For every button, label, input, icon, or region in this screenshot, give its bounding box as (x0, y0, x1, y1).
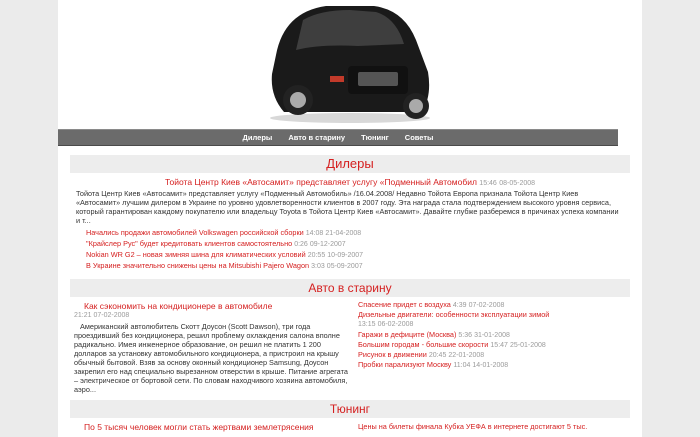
tuning-lead-link[interactable]: По 5 тысяч человек могли стать жертвами землетрясения (84, 422, 314, 432)
main-nav (58, 129, 618, 146)
list-item (358, 310, 622, 329)
section-heading-oldtime: Авто в старину (70, 279, 630, 297)
list-item (358, 422, 622, 431)
list-item-link[interactable]: Дизельные двигатели: особенности эксплуатации зимой (358, 310, 550, 319)
nav-item-oldtime[interactable]: Авто в старину (288, 133, 346, 142)
oldtime-lead-date: 07-02-2008 (93, 312, 130, 319)
item-date: 10-09-2007 (327, 252, 364, 259)
oldtime-lead-link[interactable]: Как сэкономить на кондиционере в автомобиле (84, 301, 273, 311)
dealers-lead-link[interactable]: Тойота Центр Киев «Автосамит» представляет услугу «Подменный Автомобил (164, 177, 477, 187)
hero-banner (58, 0, 642, 128)
item-time: 14:08 (305, 230, 324, 237)
item-date: 07-02-2008 (468, 302, 505, 309)
list-item (358, 340, 622, 350)
list-item-link[interactable]: Рисунок в движении (358, 350, 427, 359)
list-item (358, 360, 622, 370)
oldtime-main (70, 300, 352, 394)
tuning-columns (70, 422, 630, 432)
nav-item-dealers[interactable]: Дилеры (242, 133, 273, 142)
dealers-list (86, 227, 630, 271)
tuning-main (70, 422, 352, 432)
item-date: 25-01-2008 (509, 342, 546, 349)
page (58, 0, 642, 437)
item-time: 15:47 (490, 342, 508, 349)
list-item-link[interactable]: В Украине значительно снижены цены на Mitsubishi Pajero Wagon (86, 261, 310, 270)
dealers-lead-text: Тойота Центр Киев «Автосамит» представляет услугу «Подменный Автомобиль» /16.04.2008/ Недавно Тойота Европа признала Тойота Центр Киев «Автосамит» лучшим дилером в Украине по уровню удовлетворенности клиентов в 2007 году. Эта награда стала подтверждением высокого уровня сервиса, который гарантирован каждому покупателю или владельцу Toyota в Тойота Центр Киев «Автосамит». Давайте глубже разберемся в причинах успеха компании и т... (76, 189, 619, 225)
list-item-link[interactable]: Цены на билеты финала Кубка УЕФА в интернете достигают 5 тыс. (358, 422, 588, 431)
oldtime-lead-time: 21:21 (74, 312, 92, 319)
list-item (358, 300, 622, 310)
list-item-link[interactable]: Nokian WR G2 – новая зимняя шина для климатических условий (86, 250, 306, 259)
list-item-link[interactable]: Начались продажи автомобилей Volkswagen российской сборки (86, 228, 304, 237)
list-item (358, 350, 622, 360)
list-item-link[interactable]: Пробки парализуют Москву (358, 360, 452, 369)
content (70, 155, 630, 432)
oldtime-side (352, 300, 622, 394)
list-item-link[interactable]: "Крайслер Рус" будет кредитовать клиентов самостоятельно (86, 239, 293, 248)
item-time: 3:03 (311, 263, 325, 270)
item-date: 14-01-2008 (472, 362, 509, 369)
nav-item-advice[interactable]: Советы (404, 133, 434, 142)
item-date: 05-09-2007 (326, 263, 363, 270)
nav-item-tuning[interactable]: Тюнинг (361, 133, 389, 142)
item-time: 5:36 (458, 332, 473, 339)
list-item (86, 249, 630, 260)
list-item-link[interactable]: Спасение придет с воздуха (358, 300, 451, 309)
item-time: 4:39 (452, 302, 467, 309)
dealers-lead-time: 15:46 (479, 180, 497, 187)
section-heading-dealers: Дилеры (70, 155, 630, 173)
dealers-lead-date: 08-05-2008 (499, 180, 536, 187)
oldtime-columns (70, 300, 630, 394)
section-heading-tuning: Тюнинг (70, 400, 630, 418)
list-item (358, 330, 622, 340)
item-time: 20:55 (307, 252, 326, 259)
list-item (86, 238, 630, 249)
item-date: 09-12-2007 (309, 241, 346, 248)
item-time: 11:04 (453, 362, 471, 369)
list-item-link[interactable]: Большим городам - большие скорости (358, 340, 489, 349)
dealers-lead (70, 177, 630, 187)
item-time: 20:45 (428, 352, 447, 359)
oldtime-lead-text: Американский автолюбитель Скотт Доусон (Scott Dawson), три года проездивший без кондиционера, решил проблему охлаждения салона вполне радикально. Имея инженерное образование, он решил не платить 1 200 долларов за установку автомобильного кондиционера, а пристроил на крышу обычный бытовой. Взяв за основу оконный кондиционер Samsung, Доусон закрепил его над специально вырезанном отверстии в крыше. Питание агрегата – электрическое от бортовой сети. По словам находчивого хозяина автомобиля, аэро... (74, 322, 348, 394)
car-image (58, 0, 642, 128)
list-item-link[interactable]: Гаражи в дефиците (Москва) (358, 330, 457, 339)
item-date: 22-01-2008 (448, 352, 485, 359)
tuning-side (352, 422, 622, 432)
item-date: 21-04-2008 (325, 230, 362, 237)
item-time: 0:26 (294, 241, 308, 248)
list-item (86, 227, 630, 238)
item-date: 06-02-2008 (377, 321, 414, 328)
item-time: 13:15 (358, 321, 376, 328)
item-date: 31-01-2008 (474, 332, 510, 339)
list-item (86, 260, 630, 271)
